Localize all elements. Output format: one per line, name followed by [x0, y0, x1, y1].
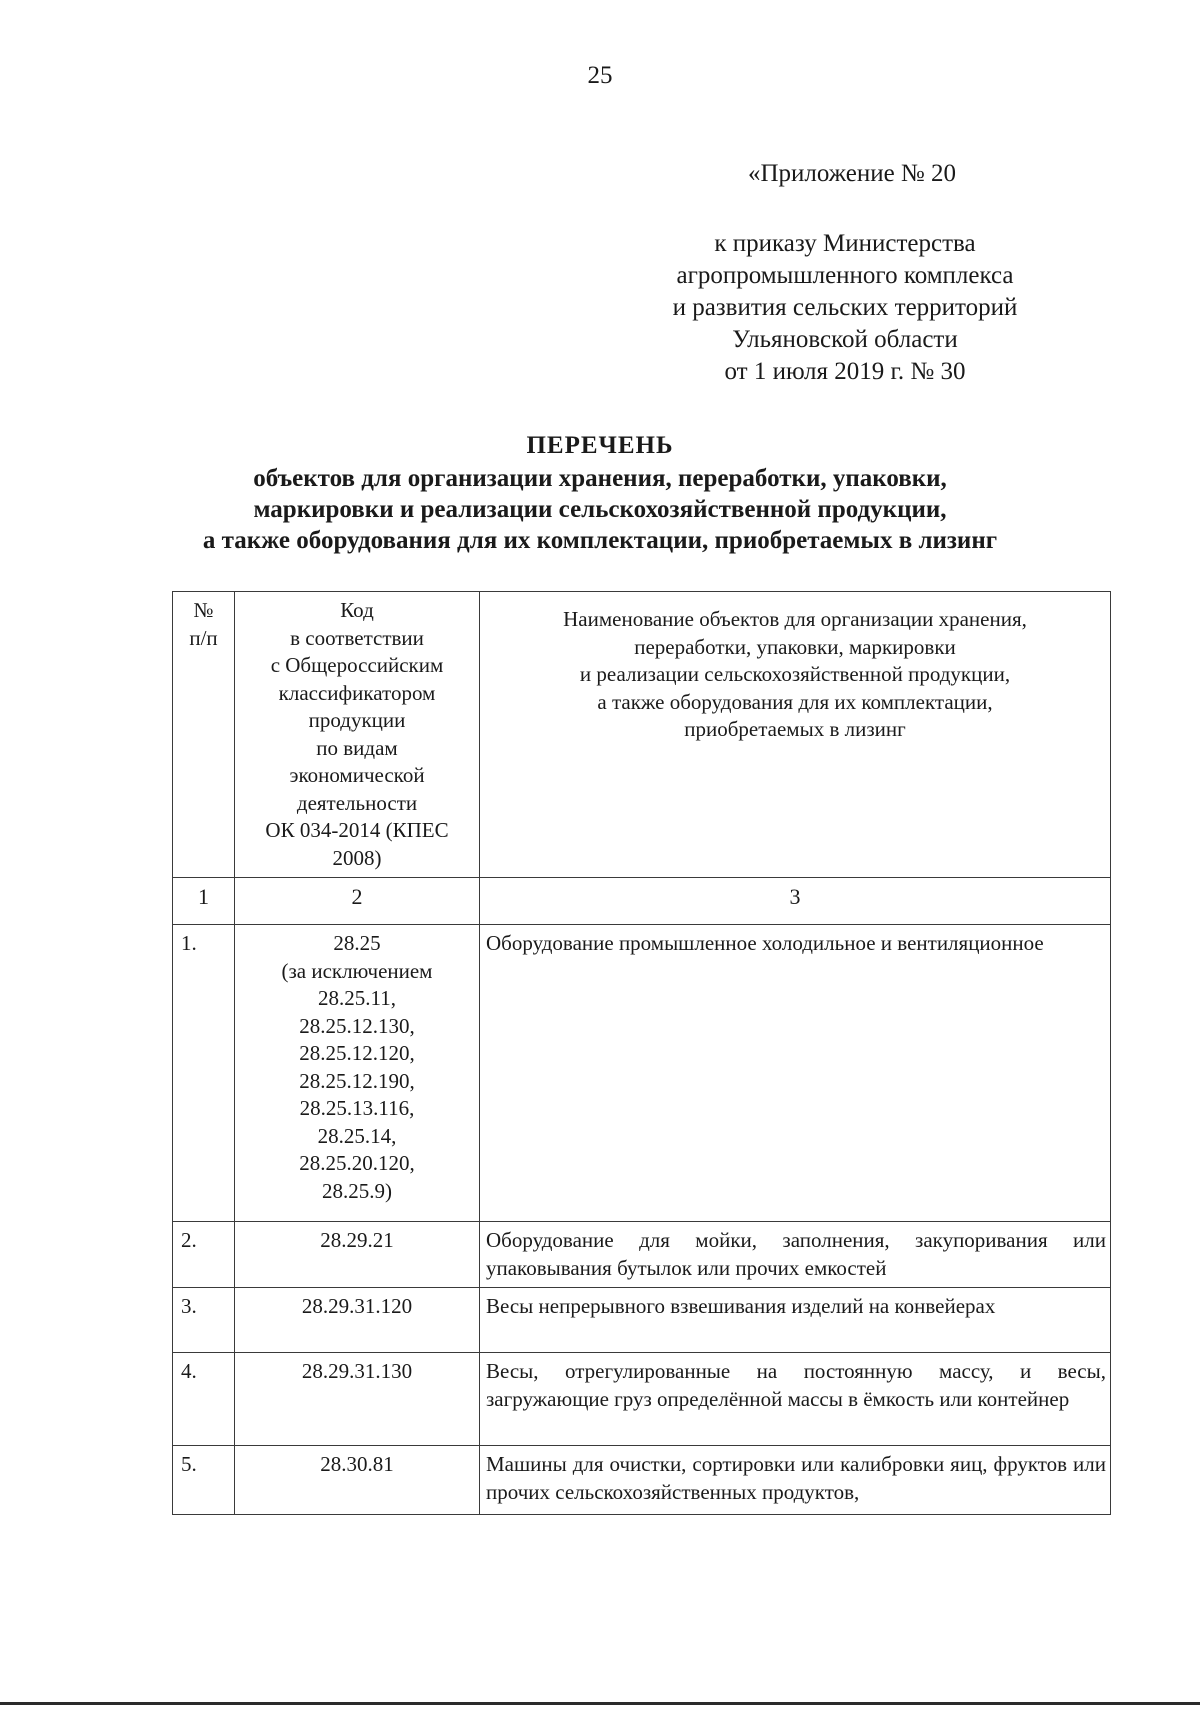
row-code [235, 1288, 480, 1353]
row-number: 3. [173, 1288, 235, 1353]
code-line: 28.25.9) [322, 1178, 392, 1203]
header-name-cell [480, 592, 1111, 878]
document-title [150, 430, 1050, 556]
order-line: и развития сельских территорий [672, 294, 1018, 321]
header-text: Наименование объектов для организации хранения, [563, 607, 1027, 631]
header-text: ОК 034-2014 (КПЕС [265, 818, 449, 842]
title-line: объектов для организации хранения, переработки, упаковки, [253, 465, 947, 492]
row-name: Оборудование промышленное холодильное и вентиляционное [480, 925, 1111, 1222]
order-line: от 1 июля 2019 г. № 30 [724, 358, 966, 385]
code-line: 28.25 [333, 931, 381, 955]
row-name: Весы, отрегулированные на постоянную массу, и весы, загружающие груз определённой массы в ёмкость или контейнер [480, 1353, 1111, 1446]
header-text: деятельности [296, 790, 418, 815]
row-code [235, 1222, 480, 1288]
order-line: агропромышленного комплекса [676, 262, 1014, 289]
bottom-scan-rule [0, 1702, 1200, 1705]
header-code-cell [235, 592, 480, 878]
header-text: и реализации сельскохозяйственной продукции, [579, 662, 1011, 686]
header-text: с Общероссийским [270, 653, 444, 677]
title-main: ПЕРЕЧЕНЬ [526, 432, 674, 459]
code-line: 28.25.14, [317, 1123, 397, 1148]
code-line: 28.30.81 [320, 1452, 394, 1476]
order-reference [640, 228, 1050, 388]
title-line: маркировки и реализации сельскохозяйственной продукции, [253, 496, 947, 523]
header-text: по видам [316, 735, 398, 760]
column-index-row [173, 878, 1111, 925]
code-line: 28.25.20.120, [299, 1151, 415, 1175]
table-row [173, 925, 1111, 1222]
header-num-cell [173, 592, 235, 878]
code-line: 28.29.31.120 [301, 1294, 413, 1318]
appendix-label: «Приложение № 20 [748, 160, 957, 187]
title-line: а также оборудования для их комплектации, приобретаемых в лизинг [202, 527, 998, 554]
header-text: 2008) [332, 845, 382, 870]
code-line: 28.25.12.130, [299, 1013, 415, 1038]
code-line: 28.25.12.120, [299, 1041, 415, 1065]
header-text: классификатором [278, 680, 436, 705]
row-number: 4. [173, 1353, 235, 1446]
objects-table [172, 591, 1111, 1515]
code-line: 28.25.11, [318, 986, 396, 1010]
table-row [173, 1446, 1111, 1515]
header-text: приобретаемых в лизинг [684, 717, 906, 741]
order-line: Ульяновской области [732, 326, 958, 353]
code-line: 28.25.13.116, [299, 1096, 415, 1120]
header-text: в соответствии [290, 625, 424, 650]
table-row [173, 1222, 1111, 1288]
order-line: к приказу Министерства [714, 230, 976, 257]
row-name: Оборудование для мойки, заполнения, закупоривания или упаковывания бутылок или прочих емкостей [480, 1222, 1111, 1288]
row-number: 2. [173, 1222, 235, 1288]
header-text: а также оборудования для их комплектации, [597, 689, 993, 714]
row-name: Машины для очистки, сортировки или калибровки яиц, фруктов или прочих сельскохозяйственных продуктов, [480, 1446, 1111, 1515]
header-text: экономической [289, 763, 425, 787]
row-code [235, 925, 480, 1222]
table-row [173, 1288, 1111, 1353]
row-number: 5. [173, 1446, 235, 1515]
code-line: (за исключением [281, 958, 433, 983]
code-line: 28.25.12.190, [299, 1068, 415, 1093]
header-text: Код [340, 598, 374, 622]
header-text: № [193, 598, 214, 622]
header-text: продукции [308, 708, 406, 732]
column-index: 2 [235, 878, 480, 925]
code-line: 28.29.21 [320, 1228, 394, 1252]
page-number: 25 [587, 62, 613, 89]
table-header-row [173, 592, 1111, 878]
row-code [235, 1353, 480, 1446]
row-number: 1. [173, 925, 235, 1222]
row-code [235, 1446, 480, 1515]
column-index: 1 [173, 878, 235, 925]
row-name: Весы непрерывного взвешивания изделий на конвейерах [480, 1288, 1111, 1353]
header-text: п/п [189, 625, 218, 650]
code-line: 28.29.31.130 [301, 1359, 413, 1383]
column-index: 3 [480, 878, 1111, 925]
table-row [173, 1353, 1111, 1446]
header-text: переработки, упаковки, маркировки [634, 634, 956, 659]
